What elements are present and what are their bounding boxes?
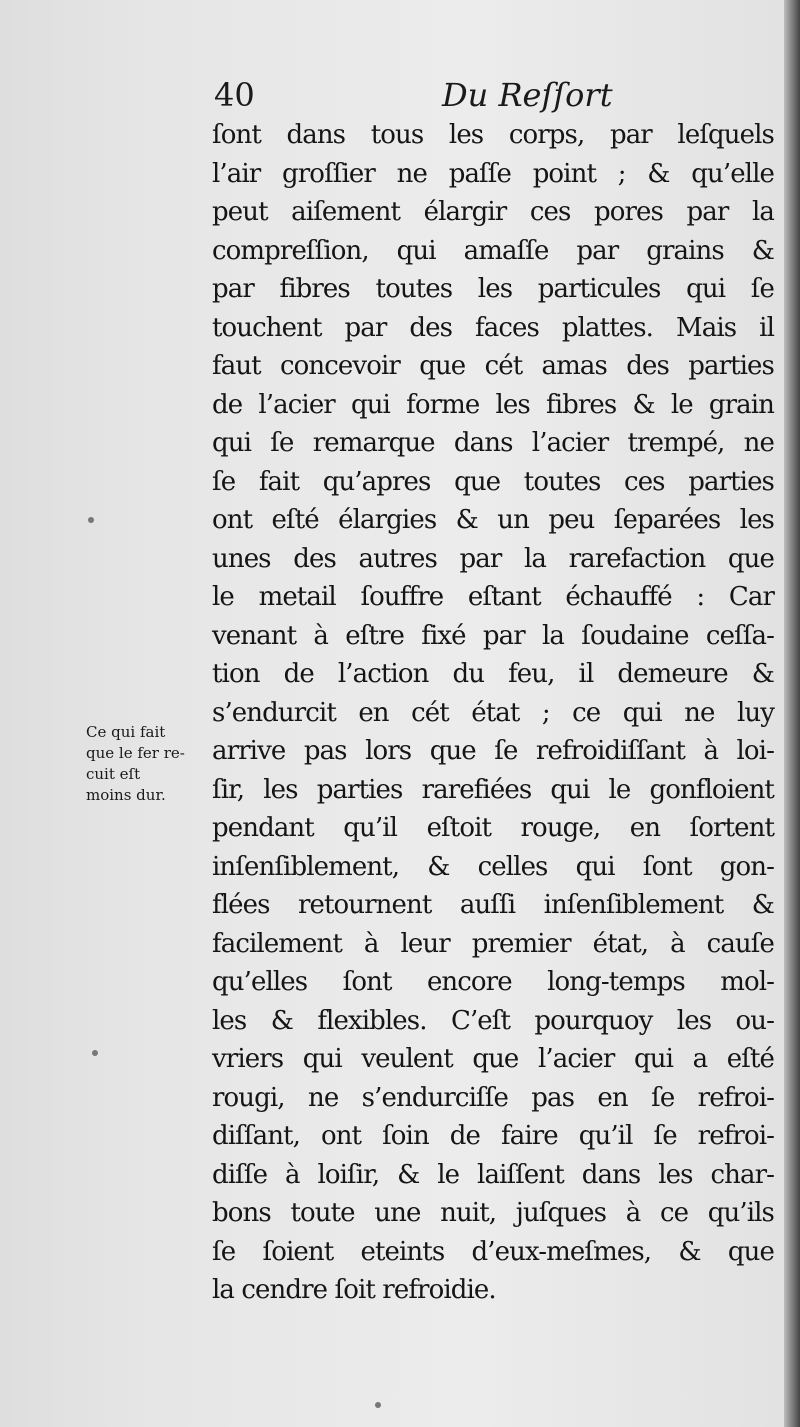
text-line: pendant qu’il eſtoit rouge, en ſortent [212, 813, 774, 843]
margin-note-line: cuit eſt [86, 765, 141, 783]
text-line: l’air groſſier ne paſſe point ; & qu’elle [212, 158, 774, 189]
text-line: tion de l’action du feu, il demeure & [212, 659, 774, 689]
body-text [212, 116, 774, 1310]
text-line-last: la cendre ſoit refroidie. [212, 1275, 496, 1305]
text-line: diſſe à loiſir, & le laiſſent dans les char- [212, 1159, 774, 1190]
text-line: peut aiſement élargir ces pores par la [212, 197, 774, 227]
text-line: facilement à leur premier état, à cauſe [212, 928, 774, 959]
text-line: par fibres toutes les particules qui ſe [212, 274, 774, 304]
margin-note [86, 722, 206, 806]
text-line: ſe ſoient eteints d’eux-meſmes, & que [212, 1236, 774, 1267]
paper-speck [92, 1050, 98, 1056]
page-header [214, 76, 774, 116]
margin-note-line: Ce qui fait [86, 723, 166, 741]
text-line: unes des autres par la rarefaction que [212, 543, 774, 574]
paper-speck [375, 1402, 381, 1408]
text-line: venant à eſtre fixé par la ſoudaine ceſſa- [212, 620, 774, 651]
text-line: flées retournent auſſi inſenſiblement & [212, 890, 774, 920]
text-line: de l’acier qui forme les fibres & le grain [212, 389, 774, 420]
text-line: vriers qui veulent que l’acier qui a eſté [212, 1044, 774, 1074]
text-line: diſſant, ont ſoin de faire qu’il ſe refroi- [212, 1121, 774, 1151]
margin-note-line: que le fer re- [86, 744, 185, 762]
text-line: les & flexibles. C’eſt pourquoy les ou- [212, 1005, 774, 1036]
text-line: compreſſion, qui amaſſe par grains & [212, 235, 774, 266]
text-line: s’endurcit en cét état ; ce qui ne luy [212, 697, 774, 728]
text-line: faut concevoir que cét amas des parties [212, 351, 774, 381]
text-line: arrive pas lors que ſe refroidiſſant à loi- [212, 736, 774, 766]
text-line: inſenſiblement, & celles qui ſont gon- [212, 851, 774, 882]
text-line: qu’elles ſont encore long-temps mol- [212, 967, 774, 997]
text-line: rougi, ne s’endurciſſe pas en ſe refroi- [212, 1082, 774, 1113]
page-gutter-shadow [784, 0, 800, 1427]
text-line: ſir, les parties rarefiées qui le gonfloient [212, 774, 774, 805]
page-number: 40 [214, 76, 255, 114]
text-line: ſont dans tous les corps, par leſquels [212, 120, 774, 150]
margin-note-line: moins dur. [86, 786, 166, 804]
text-line: ont eſté élargies & un peu ſeparées les [212, 505, 774, 535]
text-line: qui ſe remarque dans l’acier trempé, ne [212, 428, 774, 458]
text-line: touchent par des faces plattes. Mais il [212, 312, 774, 343]
paper-speck [88, 517, 94, 523]
text-line: le metail ſouffre eſtant échauffé : Car [212, 582, 774, 612]
text-line: bons toute une nuit, juſques à ce qu’ils [212, 1198, 774, 1228]
running-title: Du Reſſort [442, 76, 613, 114]
text-line: ſe fait qu’apres que toutes ces parties [212, 466, 774, 497]
